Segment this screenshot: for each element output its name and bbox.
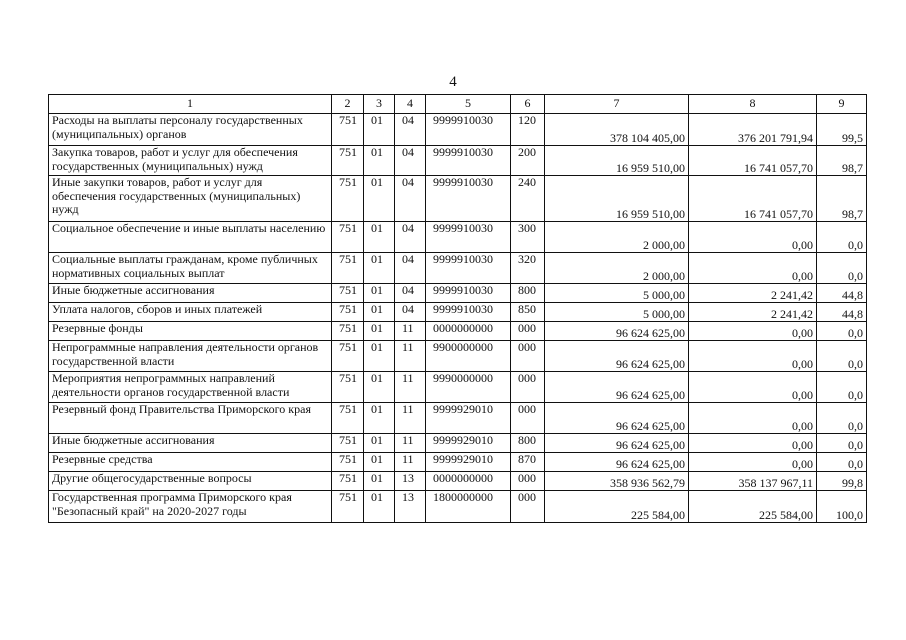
cell-name: Расходы на выплаты персоналу государственных (муниципальных) органов bbox=[49, 114, 332, 146]
cell-rz: 01 bbox=[364, 253, 395, 284]
cell-rz: 01 bbox=[364, 453, 395, 472]
cell-rz: 01 bbox=[364, 341, 395, 372]
cell-name: Другие общегосударственные вопросы bbox=[49, 472, 332, 491]
cell-vr: 000 bbox=[511, 372, 545, 403]
cell-pct: 0,0 bbox=[817, 322, 867, 341]
cell-csr: 9900000000 bbox=[426, 341, 511, 372]
cell-grbs: 751 bbox=[332, 222, 364, 253]
cell-plan: 225 584,00 bbox=[545, 491, 689, 523]
table-row bbox=[49, 176, 867, 222]
cell-name: Резервные средства bbox=[49, 453, 332, 472]
cell-plan: 2 000,00 bbox=[545, 222, 689, 253]
cell-plan: 2 000,00 bbox=[545, 253, 689, 284]
cell-pct: 44,8 bbox=[817, 303, 867, 322]
cell-grbs: 751 bbox=[332, 491, 364, 523]
cell-csr: 9999929010 bbox=[426, 403, 511, 434]
cell-vr: 000 bbox=[511, 341, 545, 372]
cell-fact: 16 741 057,70 bbox=[689, 146, 817, 176]
cell-rz: 01 bbox=[364, 491, 395, 523]
cell-rz: 01 bbox=[364, 403, 395, 434]
table-row bbox=[49, 403, 867, 434]
table-row bbox=[49, 114, 867, 146]
cell-pr: 11 bbox=[395, 453, 426, 472]
table-row bbox=[49, 341, 867, 372]
column-header: 4 bbox=[395, 95, 426, 114]
cell-fact: 2 241,42 bbox=[689, 284, 817, 303]
cell-pr: 04 bbox=[395, 284, 426, 303]
table-row bbox=[49, 303, 867, 322]
cell-pr: 04 bbox=[395, 253, 426, 284]
cell-grbs: 751 bbox=[332, 253, 364, 284]
cell-name: Социальное обеспечение и иные выплаты населению bbox=[49, 222, 332, 253]
cell-name: Резервный фонд Правительства Приморского края bbox=[49, 403, 332, 434]
cell-csr: 9999929010 bbox=[426, 453, 511, 472]
cell-fact: 0,00 bbox=[689, 253, 817, 284]
cell-grbs: 751 bbox=[332, 341, 364, 372]
cell-pr: 13 bbox=[395, 491, 426, 523]
table-body bbox=[49, 95, 867, 523]
cell-vr: 240 bbox=[511, 176, 545, 222]
cell-plan: 96 624 625,00 bbox=[545, 403, 689, 434]
cell-plan: 5 000,00 bbox=[545, 303, 689, 322]
cell-name: Иные закупки товаров, работ и услуг для обеспечения государственных (муниципальных) нужд bbox=[49, 176, 332, 222]
cell-vr: 000 bbox=[511, 403, 545, 434]
cell-vr: 000 bbox=[511, 322, 545, 341]
cell-name: Социальные выплаты гражданам, кроме публичных нормативных социальных выплат bbox=[49, 253, 332, 284]
table-row bbox=[49, 222, 867, 253]
cell-csr: 1800000000 bbox=[426, 491, 511, 523]
cell-plan: 96 624 625,00 bbox=[545, 372, 689, 403]
table-row bbox=[49, 284, 867, 303]
cell-grbs: 751 bbox=[332, 176, 364, 222]
cell-pct: 0,0 bbox=[817, 453, 867, 472]
table-row bbox=[49, 253, 867, 284]
cell-csr: 0000000000 bbox=[426, 472, 511, 491]
cell-vr: 000 bbox=[511, 472, 545, 491]
cell-vr: 850 bbox=[511, 303, 545, 322]
column-header: 1 bbox=[49, 95, 332, 114]
cell-plan: 16 959 510,00 bbox=[545, 176, 689, 222]
cell-pr: 11 bbox=[395, 322, 426, 341]
cell-rz: 01 bbox=[364, 372, 395, 403]
cell-rz: 01 bbox=[364, 434, 395, 453]
cell-plan: 96 624 625,00 bbox=[545, 434, 689, 453]
cell-pr: 13 bbox=[395, 472, 426, 491]
cell-pct: 99,8 bbox=[817, 472, 867, 491]
cell-name: Мероприятия непрограммных направлений деятельности органов государственной власти bbox=[49, 372, 332, 403]
cell-vr: 200 bbox=[511, 146, 545, 176]
cell-rz: 01 bbox=[364, 472, 395, 491]
cell-grbs: 751 bbox=[332, 114, 364, 146]
cell-plan: 16 959 510,00 bbox=[545, 146, 689, 176]
column-header: 8 bbox=[689, 95, 817, 114]
cell-fact: 358 137 967,11 bbox=[689, 472, 817, 491]
page-number: 4 bbox=[449, 74, 457, 90]
cell-plan: 378 104 405,00 bbox=[545, 114, 689, 146]
cell-pr: 04 bbox=[395, 222, 426, 253]
cell-pct: 0,0 bbox=[817, 372, 867, 403]
cell-grbs: 751 bbox=[332, 453, 364, 472]
cell-rz: 01 bbox=[364, 146, 395, 176]
budget-table bbox=[48, 94, 867, 523]
cell-fact: 16 741 057,70 bbox=[689, 176, 817, 222]
cell-vr: 870 bbox=[511, 453, 545, 472]
cell-grbs: 751 bbox=[332, 372, 364, 403]
cell-csr: 9990000000 bbox=[426, 372, 511, 403]
cell-fact: 0,00 bbox=[689, 403, 817, 434]
cell-grbs: 751 bbox=[332, 146, 364, 176]
cell-pr: 04 bbox=[395, 176, 426, 222]
column-header: 2 bbox=[332, 95, 364, 114]
cell-vr: 320 bbox=[511, 253, 545, 284]
header-row bbox=[49, 95, 867, 114]
cell-rz: 01 bbox=[364, 284, 395, 303]
cell-name: Резервные фонды bbox=[49, 322, 332, 341]
cell-csr: 9999910030 bbox=[426, 284, 511, 303]
cell-fact: 0,00 bbox=[689, 434, 817, 453]
column-header: 3 bbox=[364, 95, 395, 114]
column-header: 7 bbox=[545, 95, 689, 114]
cell-name: Уплата налогов, сборов и иных платежей bbox=[49, 303, 332, 322]
cell-rz: 01 bbox=[364, 176, 395, 222]
cell-grbs: 751 bbox=[332, 434, 364, 453]
cell-csr: 9999910030 bbox=[426, 114, 511, 146]
cell-grbs: 751 bbox=[332, 303, 364, 322]
cell-pct: 100,0 bbox=[817, 491, 867, 523]
cell-pr: 11 bbox=[395, 434, 426, 453]
table-row bbox=[49, 146, 867, 176]
table-row bbox=[49, 453, 867, 472]
cell-plan: 358 936 562,79 bbox=[545, 472, 689, 491]
cell-fact: 2 241,42 bbox=[689, 303, 817, 322]
cell-fact: 0,00 bbox=[689, 341, 817, 372]
cell-fact: 0,00 bbox=[689, 222, 817, 253]
cell-rz: 01 bbox=[364, 222, 395, 253]
cell-csr: 9999929010 bbox=[426, 434, 511, 453]
cell-grbs: 751 bbox=[332, 322, 364, 341]
cell-fact: 0,00 bbox=[689, 322, 817, 341]
cell-pct: 0,0 bbox=[817, 253, 867, 284]
cell-pr: 11 bbox=[395, 403, 426, 434]
cell-vr: 800 bbox=[511, 434, 545, 453]
cell-pct: 0,0 bbox=[817, 222, 867, 253]
cell-pct: 0,0 bbox=[817, 341, 867, 372]
cell-pct: 44,8 bbox=[817, 284, 867, 303]
cell-csr: 9999910030 bbox=[426, 146, 511, 176]
cell-pr: 04 bbox=[395, 146, 426, 176]
cell-pr: 11 bbox=[395, 341, 426, 372]
cell-pct: 99,5 bbox=[817, 114, 867, 146]
table-row bbox=[49, 472, 867, 491]
cell-grbs: 751 bbox=[332, 403, 364, 434]
cell-name: Иные бюджетные ассигнования bbox=[49, 284, 332, 303]
cell-name: Непрограммные направления деятельности органов государственной власти bbox=[49, 341, 332, 372]
cell-pct: 0,0 bbox=[817, 403, 867, 434]
cell-vr: 120 bbox=[511, 114, 545, 146]
cell-pr: 04 bbox=[395, 303, 426, 322]
table-row bbox=[49, 434, 867, 453]
cell-plan: 96 624 625,00 bbox=[545, 453, 689, 472]
cell-vr: 800 bbox=[511, 284, 545, 303]
column-header: 9 bbox=[817, 95, 867, 114]
cell-pct: 0,0 bbox=[817, 434, 867, 453]
cell-fact: 225 584,00 bbox=[689, 491, 817, 523]
cell-fact: 0,00 bbox=[689, 453, 817, 472]
cell-fact: 0,00 bbox=[689, 372, 817, 403]
cell-csr: 9999910030 bbox=[426, 253, 511, 284]
cell-rz: 01 bbox=[364, 322, 395, 341]
cell-fact: 376 201 791,94 bbox=[689, 114, 817, 146]
cell-name: Иные бюджетные ассигнования bbox=[49, 434, 332, 453]
cell-plan: 96 624 625,00 bbox=[545, 341, 689, 372]
cell-grbs: 751 bbox=[332, 284, 364, 303]
cell-name: Закупка товаров, работ и услуг для обеспечения государственных (муниципальных) нужд bbox=[49, 146, 332, 176]
cell-plan: 96 624 625,00 bbox=[545, 322, 689, 341]
cell-csr: 9999910030 bbox=[426, 303, 511, 322]
table-row bbox=[49, 491, 867, 523]
cell-csr: 0000000000 bbox=[426, 322, 511, 341]
cell-pct: 98,7 bbox=[817, 146, 867, 176]
cell-plan: 5 000,00 bbox=[545, 284, 689, 303]
table-row bbox=[49, 372, 867, 403]
cell-pr: 11 bbox=[395, 372, 426, 403]
cell-rz: 01 bbox=[364, 114, 395, 146]
cell-vr: 000 bbox=[511, 491, 545, 523]
cell-csr: 9999910030 bbox=[426, 176, 511, 222]
cell-grbs: 751 bbox=[332, 472, 364, 491]
column-header: 6 bbox=[511, 95, 545, 114]
cell-rz: 01 bbox=[364, 303, 395, 322]
table-row bbox=[49, 322, 867, 341]
cell-csr: 9999910030 bbox=[426, 222, 511, 253]
column-header: 5 bbox=[426, 95, 511, 114]
cell-pr: 04 bbox=[395, 114, 426, 146]
cell-name: Государственная программа Приморского края "Безопасный край" на 2020-2027 годы bbox=[49, 491, 332, 523]
cell-pct: 98,7 bbox=[817, 176, 867, 222]
cell-vr: 300 bbox=[511, 222, 545, 253]
